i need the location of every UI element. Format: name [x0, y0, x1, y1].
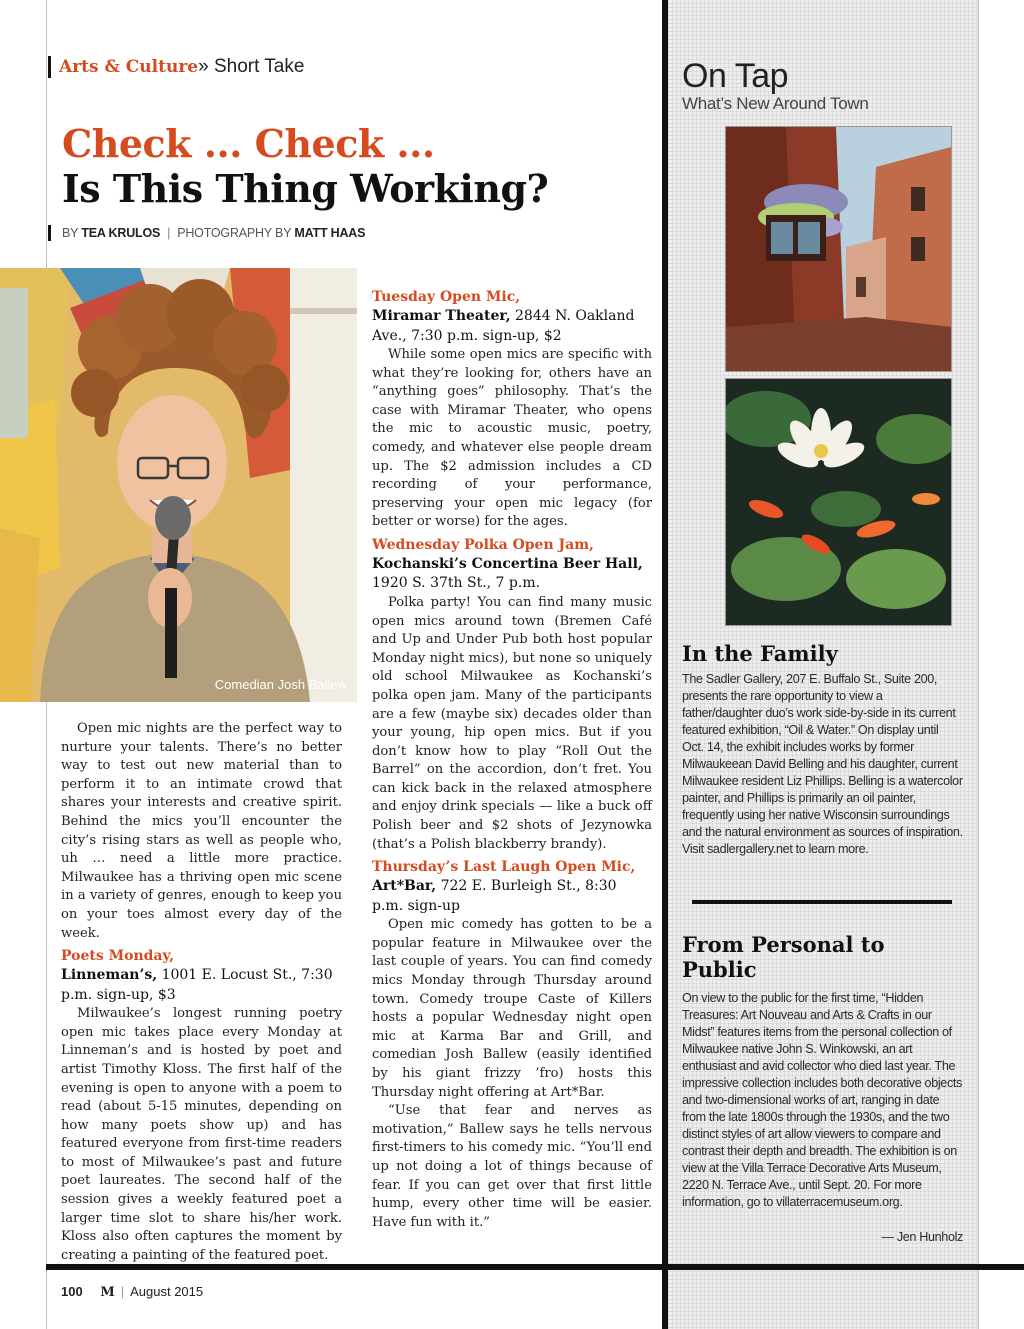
venue-heading-monday: Poets Monday, — [61, 948, 175, 965]
venue-details-tuesday: 2844 N. Oakland Ave., 7:30 p.m. sign-up, $2 — [372, 308, 635, 344]
sidebar-edge-rule — [978, 0, 979, 1329]
page-footer — [61, 1284, 203, 1300]
byline-author: TEA KRULOS — [81, 226, 161, 240]
venue-name-tuesday: Miramar Theater, — [372, 308, 511, 324]
venue-details-thursday: 722 E. Burleigh St., 8:30 p.m. sign-up — [372, 878, 617, 914]
section-subcategory: Short Take — [213, 56, 305, 77]
sidebar-divider — [692, 900, 952, 904]
sidebar-credit: — Jen Hunholz — [881, 1230, 963, 1244]
venue-details-monday: 1001 E. Locust St., 7:30 p.m. sign-up, $3 — [61, 967, 333, 1003]
section-category: Arts & Culture — [59, 57, 199, 77]
intro-paragraph: Open mic nights are the perfect way to nurture your talents. There’s no better way to test out new material than to perform it to an intimate crowd that shares your interests and creative spirit. Behind the mics you’ll encounter the city’s rising stars as well as people who, uh … need a little more practice. Milwaukee has a thriving open mic scene in a variety of genres, enough to keep you on your toes almost every day of the week. — [61, 721, 342, 941]
sidebar-item-heading-public: From Personal to Public — [682, 932, 885, 982]
street-painting — [725, 126, 952, 372]
venue-heading-thursday: Thursday’s Last Laugh Open Mic, — [372, 859, 636, 876]
magazine-logo: M — [100, 1285, 115, 1300]
venue-heading-wednesday: Wednesday Polka Open Jam, — [372, 536, 594, 553]
comedian-photo — [0, 268, 357, 702]
headline-line-1: Check ... Check ... — [62, 121, 435, 166]
venue-body-tuesday: While some open mics are specific with what they’re looking for, others have an “anything goes” philosophy. That’s the case with Miramar Theater, who opens the mic to acoustic music, poetry, comedy, and whatever else people dream up. The $2 admission includes a CD recording of your performance, preserving your open mic legacy (for better or worse) for the ages. — [372, 347, 652, 530]
venue-body-monday: Milwaukee’s longest running poetry open mic takes place every Monday at Linneman’s and is hosted by poet and artist Timothy Kloss. The first half of the evening is open to anyone with a poem to read (about 5-15 minutes, depending on how many poets show up) and has featured everyone from first-time readers to most of Milwaukee’s past and future poet laureates. The second half of the session gives a weekly featured poet a larger time slot to share his/her work. Kloss also often captures the moment by creating a painting of the featured poet. — [61, 1006, 342, 1263]
venue-info-tuesday — [372, 307, 652, 346]
comedian-illustration — [0, 268, 357, 702]
sidebar-item-body-public: On view to the public for the first time, “Hidden Treasures: Art Nouveau and Arts & Crafts in our Midst” features items from the personal collection of Milwaukee native John S. Winkowski, an art enthusiast and avid collector who died last year. The impressive collection includes both decorative objects and two-dimensional works of art, ranging in date from the late 1800s through the 1930s, and the two distinct styles of art allow viewers to compare and contrast their depth and breadth. The exhibition is on view at the Villa Terrace Decorative Arts Museum, 2220 N. Terrace Ave., until Sept. 20. For more information, go to villaterracemuseum.org. — [682, 991, 963, 1209]
sidebar-title: On Tap — [682, 57, 789, 95]
byline — [48, 225, 365, 241]
venue-body-thursday: Open mic comedy has gotten to be a popular feature in Milwaukee over the last couple of years. You can find comedy mics Monday through Thursday around town. Comedy troupe Caste of Killers hosts a popular Wednesday night open mic at Karma Bar and Grill, and comedian Josh Ballew (easily identified by his giant frizzy ’fro) hosts this Thursday night offering at Art*Bar. — [372, 917, 652, 1100]
venue-info-thursday — [372, 877, 652, 916]
byline-photographer: MATT HAAS — [294, 226, 366, 240]
section-tag — [48, 56, 304, 78]
issue-date: August 2015 — [130, 1284, 204, 1299]
headline-line-2: Is This Thing Working? — [62, 166, 549, 211]
footer-separator: | — [120, 1284, 125, 1299]
sidebar-subtitle: What’s New Around Town — [682, 94, 869, 113]
venue-info-wednesday — [372, 555, 652, 594]
article-column-left — [61, 720, 342, 1265]
venue-heading-tuesday: Tuesday Open Mic, — [372, 289, 521, 305]
venue-name-monday: Linneman’s, — [61, 967, 158, 984]
venue-body-thursday-quote: “Use that fear and nerves as motivation,” Ballew says he tells nervous first-timers to his comedy mic. “You’ll end up not doing a lot of things because of fear. If you can get over that first little hump, every other time will be easier. Have fun with it.” — [372, 1103, 652, 1230]
article-column-right — [372, 288, 652, 1232]
venue-name-wednesday: Kochanski’s Concertina Beer Hall, — [372, 555, 643, 572]
venue-body-wednesday: Polka party! You can find many music open mics around town (Bremen Café and Up and Under Pub both host popular Monday night mics), but none so uniquely old school Milwaukee as Kochanski’s polka open jam. Many of the participants are a few (maybe six) decades older than your young, hip open mics. But if you don’t know how to play “Roll Out the Barrel” on the accordion, don’t fret. You can kick back in the relaxed atmosphere and enjoy drink specials — like a buck off Polish beer and $2 shots of Jezynowka (that’s a Polish blackberry brandy). — [372, 594, 652, 852]
headline — [62, 122, 548, 212]
byline-by-label: BY — [62, 226, 79, 240]
section-arrows: » — [198, 56, 209, 77]
venue-name-thursday: Art*Bar, — [372, 878, 437, 895]
lily-pond-illustration — [726, 379, 951, 625]
byline-photo-label: PHOTOGRAPHY BY — [177, 226, 292, 240]
column-divider-bar — [662, 0, 668, 1329]
sidebar-item-heading-family: In the Family — [682, 641, 838, 666]
lily-pond-painting — [725, 378, 952, 626]
venue-info-monday — [61, 966, 342, 1005]
photo-caption: Comedian Josh Ballew — [214, 677, 347, 692]
sidebar-item-body-family: The Sadler Gallery, 207 E. Buffalo St., Suite 200, presents the rare opportunity to view a father/daughter duo’s work side-by-side in its current featured exhibition, “Oil & Water.” On display until Oct. 14, the exhibit includes works by former Milwaukeean David Belling and his daughter, current Milwaukee resident Liz Phillips. Belling is a watercolor painter, and Phillips is primarily an oil painter, frequently using her native Wisconsin surroundings and the natural environment as sources of inspiration. Visit sadlergallery.net to learn more. — [682, 672, 963, 856]
street-painting-illustration — [726, 127, 951, 371]
page-number: 100 — [61, 1284, 83, 1299]
venue-details-wednesday: 1920 S. 37th St., 7 p.m. — [372, 575, 541, 592]
byline-separator: | — [167, 226, 171, 240]
